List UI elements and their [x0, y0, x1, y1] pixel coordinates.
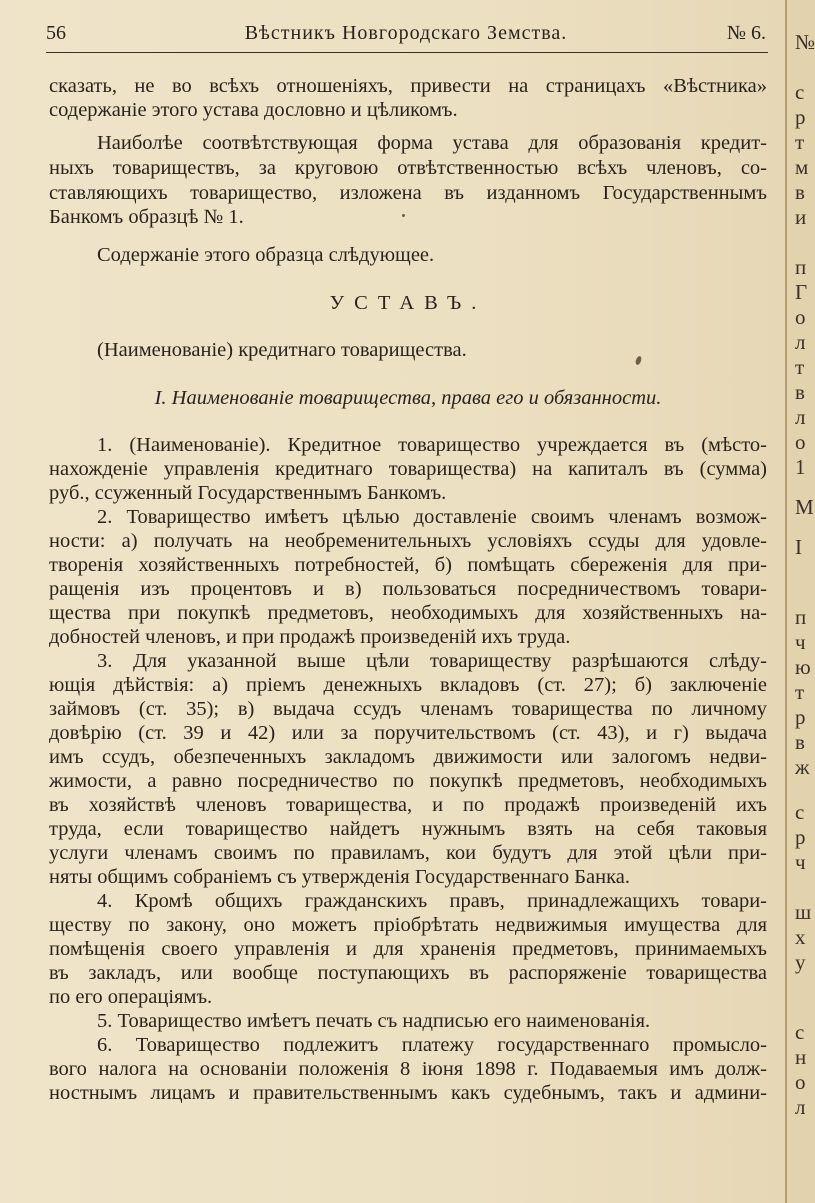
adjacent-page-fragment: р — [795, 705, 806, 729]
article-line: 2. Товарищество имѣетъ цѣлью доставленіе своимъ членамъ возмож- — [97, 506, 767, 528]
article-line: ращенія изъ процентовъ и в) пользоваться посредничествомъ товари- — [49, 578, 767, 600]
adjacent-page-fragment: р — [795, 105, 806, 129]
article-line: имъ ссудъ, обезпеченныхъ закладомъ движимости или залогомъ недви- — [49, 746, 767, 768]
article-line: руб., ссуженный Государственнымъ Банкомъ. — [49, 482, 447, 504]
adjacent-page-fragment: ж — [795, 755, 810, 779]
article-line: въ хозяйствѣ членовъ товарищества, и по продажѣ произведеній ихъ — [49, 794, 767, 816]
adjacent-page-fragment: х — [795, 925, 806, 949]
article-line: довѣрію (ст. 39 и 42) или за поручительствомъ (ст. 43), и г) выдача — [49, 722, 767, 744]
article-line: 1. (Наименованіе). Кредитное товарищество учреждается въ (мѣсто- — [97, 434, 767, 456]
adjacent-page-fragment: в — [795, 380, 805, 404]
adjacent-page-fragment: о — [795, 1070, 806, 1094]
adjacent-page-fragment: с — [795, 80, 805, 104]
page-number: 56 — [46, 22, 66, 44]
article-line: 3. Для указанной выше цѣли товариществу разрѣшаются слѣду- — [97, 650, 767, 672]
article-line: ностнымъ лицамъ и правительственнымъ какъ судебнымъ, такъ и админи- — [49, 1082, 767, 1104]
article-line: по его операціямъ. — [49, 986, 213, 1008]
adjacent-page-fragment: и — [795, 205, 807, 229]
adjacent-page-fragment: ч — [795, 850, 806, 874]
text-line: Наиболѣе соотвѣтствующая форма устава для образованія кредит- — [97, 132, 767, 154]
article-line: помѣщенія своего управленія и для храненія предметовъ, принимаемыхъ — [49, 938, 767, 960]
adjacent-page-fragment: Г — [795, 280, 808, 304]
adjacent-page-fragment: с — [795, 1020, 805, 1044]
adjacent-page-edge — [785, 0, 815, 1203]
article-line: нахожденіе управленія кредитнаго товарищества) на капиталъ въ (сумма) — [49, 458, 767, 480]
journal-title: Вѣстникъ Новгородскаго Земства. — [244, 22, 568, 44]
adjacent-page-fragment: о — [795, 305, 806, 329]
article-line: займовъ (ст. 35); в) выдача ссудъ членамъ товарищества по личному — [49, 698, 767, 720]
article-line: ющія дѣйствія: а) пріемъ денежныхъ вкладовъ (ст. 27); б) заключеніе — [49, 674, 767, 696]
adjacent-page-fragment: в — [795, 730, 805, 754]
adjacent-page-fragment: м — [795, 155, 809, 179]
text-line: сказать, не во всѣхъ отношеніяхъ, привести на страницахъ «Вѣстника» — [49, 75, 767, 97]
adjacent-page-fragment: т — [795, 130, 805, 154]
adjacent-page-fragment: ш — [795, 900, 812, 924]
article-line: 5. Товарищество имѣетъ печать съ надписью его наименованія. — [97, 1010, 651, 1032]
article-line: въ закладъ, или вообще поступающихъ въ распоряженіе товарищества — [49, 962, 767, 984]
adjacent-page-fragment: п — [795, 605, 807, 629]
adjacent-page-fragment: ч — [795, 630, 806, 654]
article-line: ности: а) получать на необременительныхъ условіяхъ ссуды для удовле- — [49, 530, 767, 552]
article-line: жимости, а равно посредничество по покупкѣ предметовъ, необходимыхъ — [49, 770, 767, 792]
issue-number: № 6. — [726, 22, 766, 44]
text-line: Содержаніе этого образца слѣдующее. — [97, 244, 435, 266]
adjacent-page-fragment: л — [795, 405, 806, 429]
adjacent-page-fragment: о — [795, 430, 806, 454]
header-rule — [46, 52, 768, 53]
adjacent-page-fragment: т — [795, 355, 805, 379]
article-line: ществу по закону, оно можетъ пріобрѣтать недвижимыя имущества для — [49, 914, 767, 936]
adjacent-page-fragment: № — [795, 30, 815, 54]
article-line: 6. Товарищество подлежитъ платежу государственнаго промысло- — [97, 1034, 767, 1056]
article-line: добностей членовъ, и при продажѣ произведеній ихъ труда. — [49, 626, 571, 648]
article-line: щества при покупкѣ предметовъ, необходимыхъ для хозяйственныхъ на- — [49, 602, 767, 624]
article-line: вого налога на основаніи положенія 8 іюня 1898 г. Подаваемыя имъ долж- — [49, 1058, 767, 1080]
adjacent-page-fragment: т — [795, 680, 805, 704]
article-line: услуги членамъ своимъ по правиламъ, кои будутъ для этой цѣли при- — [49, 842, 767, 864]
adjacent-page-fragment: н — [795, 1045, 807, 1069]
adjacent-page-fragment: I — [795, 535, 802, 559]
adjacent-page-fragment: ю — [795, 655, 811, 679]
adjacent-page-fragment: р — [795, 825, 806, 849]
adjacent-page-fragment: п — [795, 255, 807, 279]
charter-subtitle: (Наименованіе) кредитнаго товарищества. — [97, 339, 467, 361]
adjacent-page-fragment: 1 — [795, 455, 806, 479]
adjacent-page-fragment: л — [795, 1095, 806, 1119]
text-line: содержаніе этого устава дословно и цѣликомъ. — [49, 99, 458, 121]
article-line: труда, если товарищество найдетъ нужнымъ взять на себя таковыя — [49, 818, 767, 840]
adjacent-page-fragment: у — [795, 950, 806, 974]
text-line: ставляющихъ товарищество, изложена въ изданномъ Государственнымъ — [49, 182, 767, 204]
adjacent-page-fragment: с — [795, 800, 805, 824]
adjacent-page-fragment: М — [795, 495, 814, 519]
running-header — [46, 18, 766, 50]
adjacent-page-fragment: в — [795, 180, 805, 204]
text-line: Банкомъ образцѣ № 1. — [49, 206, 244, 228]
charter-title: УСТАВЪ. — [329, 292, 487, 314]
text-line: ныхъ товариществъ, за круговою отвѣтственностью всѣхъ членовъ, со- — [49, 157, 767, 179]
adjacent-page-fragment: л — [795, 330, 806, 354]
section-heading: I. Наименованіе товарищества, права его и обязанности. — [154, 387, 662, 409]
article-line: 4. Кромѣ общихъ гражданскихъ правъ, принадлежащихъ товари- — [97, 890, 767, 912]
article-line: няты общимъ собраніемъ съ утвержденія Государственнаго Банка. — [49, 866, 630, 888]
ink-dot — [402, 214, 405, 217]
article-line: творенія хозяйственныхъ потребностей, б) помѣщать сбереженія для при- — [49, 554, 767, 576]
